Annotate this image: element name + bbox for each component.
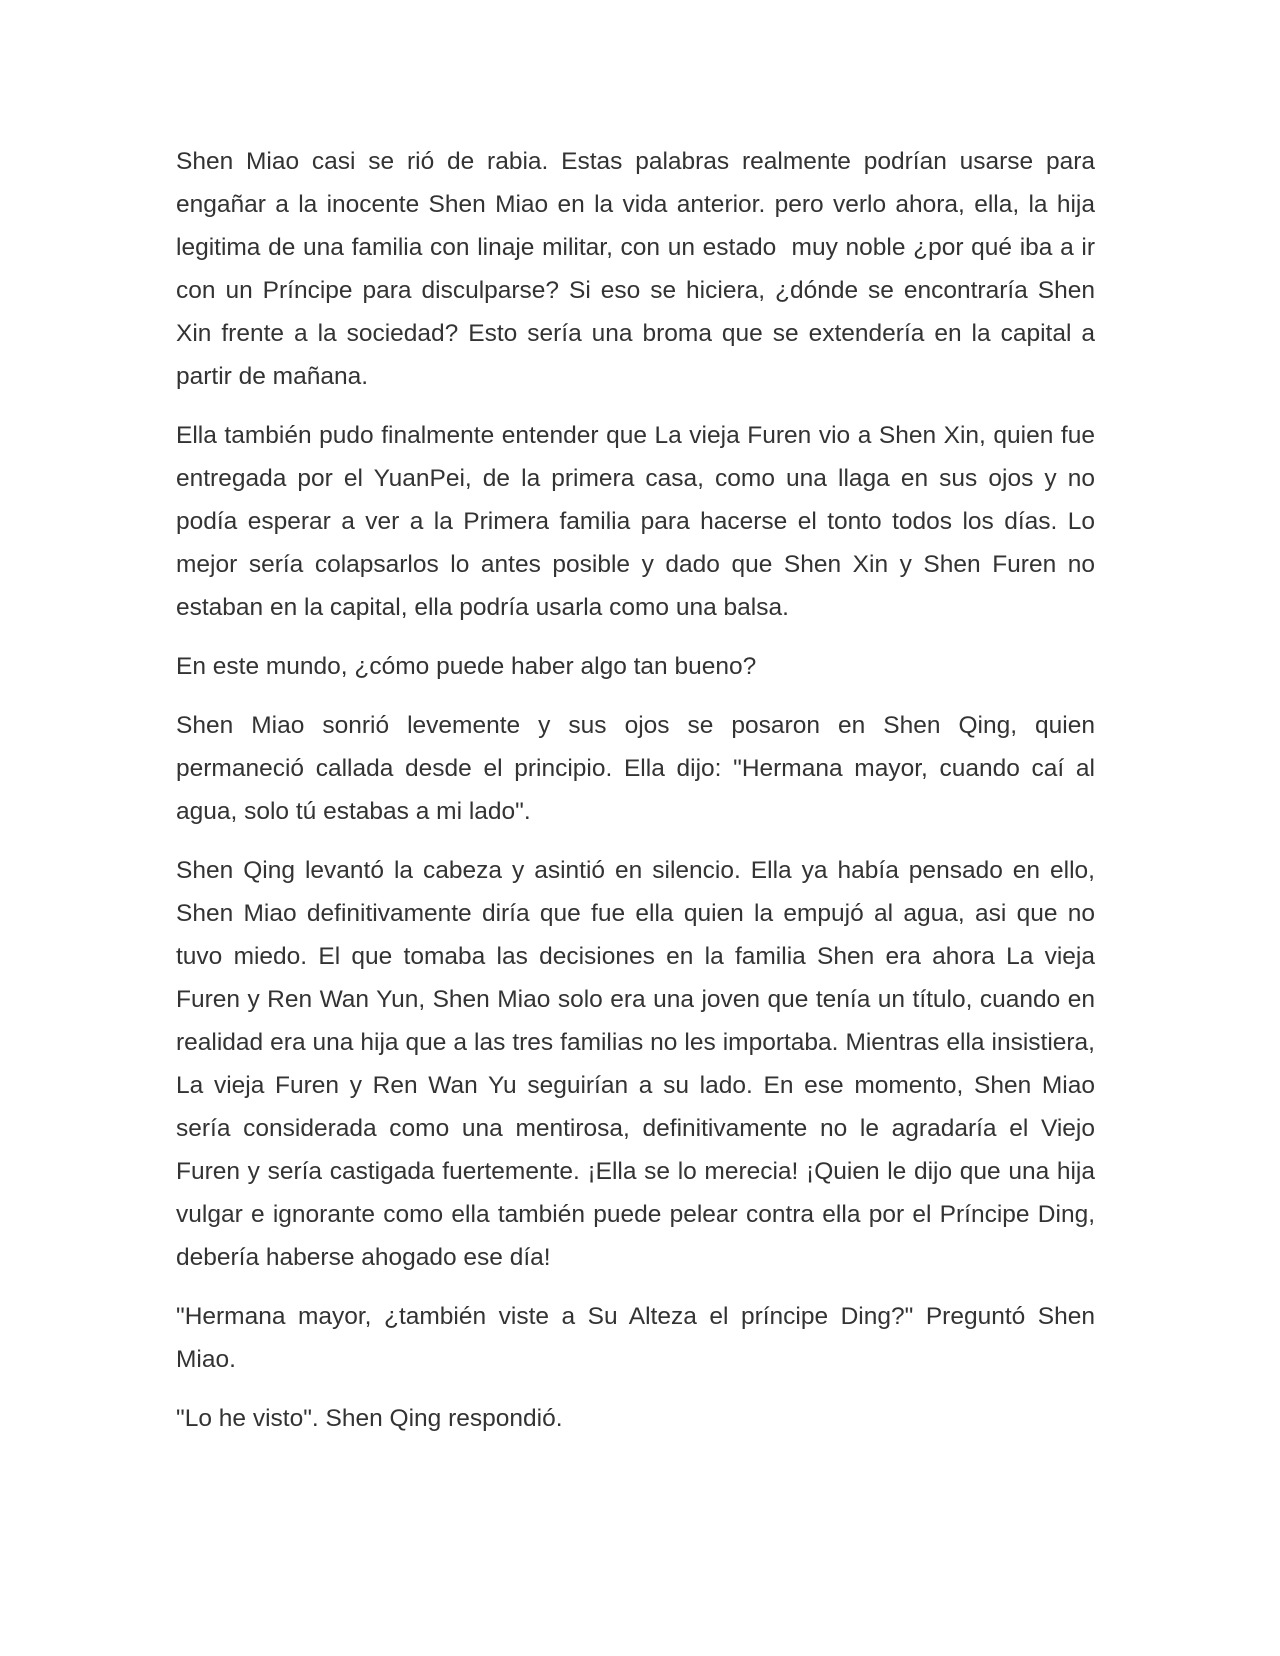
paragraph-2: Ella también pudo finalmente entender que La vieja Furen vio a Shen Xin, quien fue entregada por el YuanPei, de la primera casa, como una llaga en sus ojos y no podía esperar a ver a la Primera familia para hacerse el tonto todos los días. Lo mejor sería colapsarlos lo antes posible y dado que Shen Xin y Shen Furen no estaban en la capital, ella podría usarla como una balsa. <box>176 422 1102 621</box>
paragraph-4: Shen Miao sonrió levemente y sus ojos se posaron en Shen Qing, quien permaneció callada desde el principio. Ella dijo: "Hermana mayor, cuando caí al agua, solo tú estabas a mi lado". <box>176 712 1102 825</box>
paragraph-1: Shen Miao casi se rió de rabia. Estas palabras realmente podrían usarse para engañar a la inocente Shen Miao en la vida anterior. pero verlo ahora, ella, la hija legitima de una familia con linaje militar, con un estado muy noble ¿por qué iba a ir con un Príncipe para disculparse? Si eso se hiciera, ¿dónde se encontraría Shen Xin frente a la sociedad? Esto sería una broma que se extendería en la capital a partir de mañana. <box>176 148 1102 390</box>
paragraph-3: En este mundo, ¿cómo puede haber algo tan bueno? <box>176 653 757 680</box>
paragraph-6: "Hermana mayor, ¿también viste a Su Alteza el príncipe Ding?" Preguntó Shen Miao. <box>176 1303 1102 1373</box>
paragraph-5: Shen Qing levantó la cabeza y asintió en silencio. Ella ya había pensado en ello, Shen Miao definitivamente diría que fue ella quien la empujó al agua, asi que no tuvo miedo. El que tomaba las decisiones en la familia Shen era ahora La vieja Furen y Ren Wan Yun, Shen Miao solo era una joven que tenía un título, cuando en realidad era una hija que a las tres familias no les importaba. Mientras ella insistiera, La vieja Furen y Ren Wan Yu seguirían a su lado. En ese momento, Shen Miao sería considerada como una mentirosa, definitivamente no le agradaría el Viejo Furen y sería castigada fuertemente. ¡Ella se lo merecia! ¡Quien le dijo que una hija vulgar e ignorante como ella también puede pelear contra ella por el Príncipe Ding, debería haberse ahogado ese día! <box>176 857 1102 1271</box>
paragraph-7: "Lo he visto". Shen Qing respondió. <box>176 1405 563 1432</box>
document-body <box>176 140 1102 1456</box>
